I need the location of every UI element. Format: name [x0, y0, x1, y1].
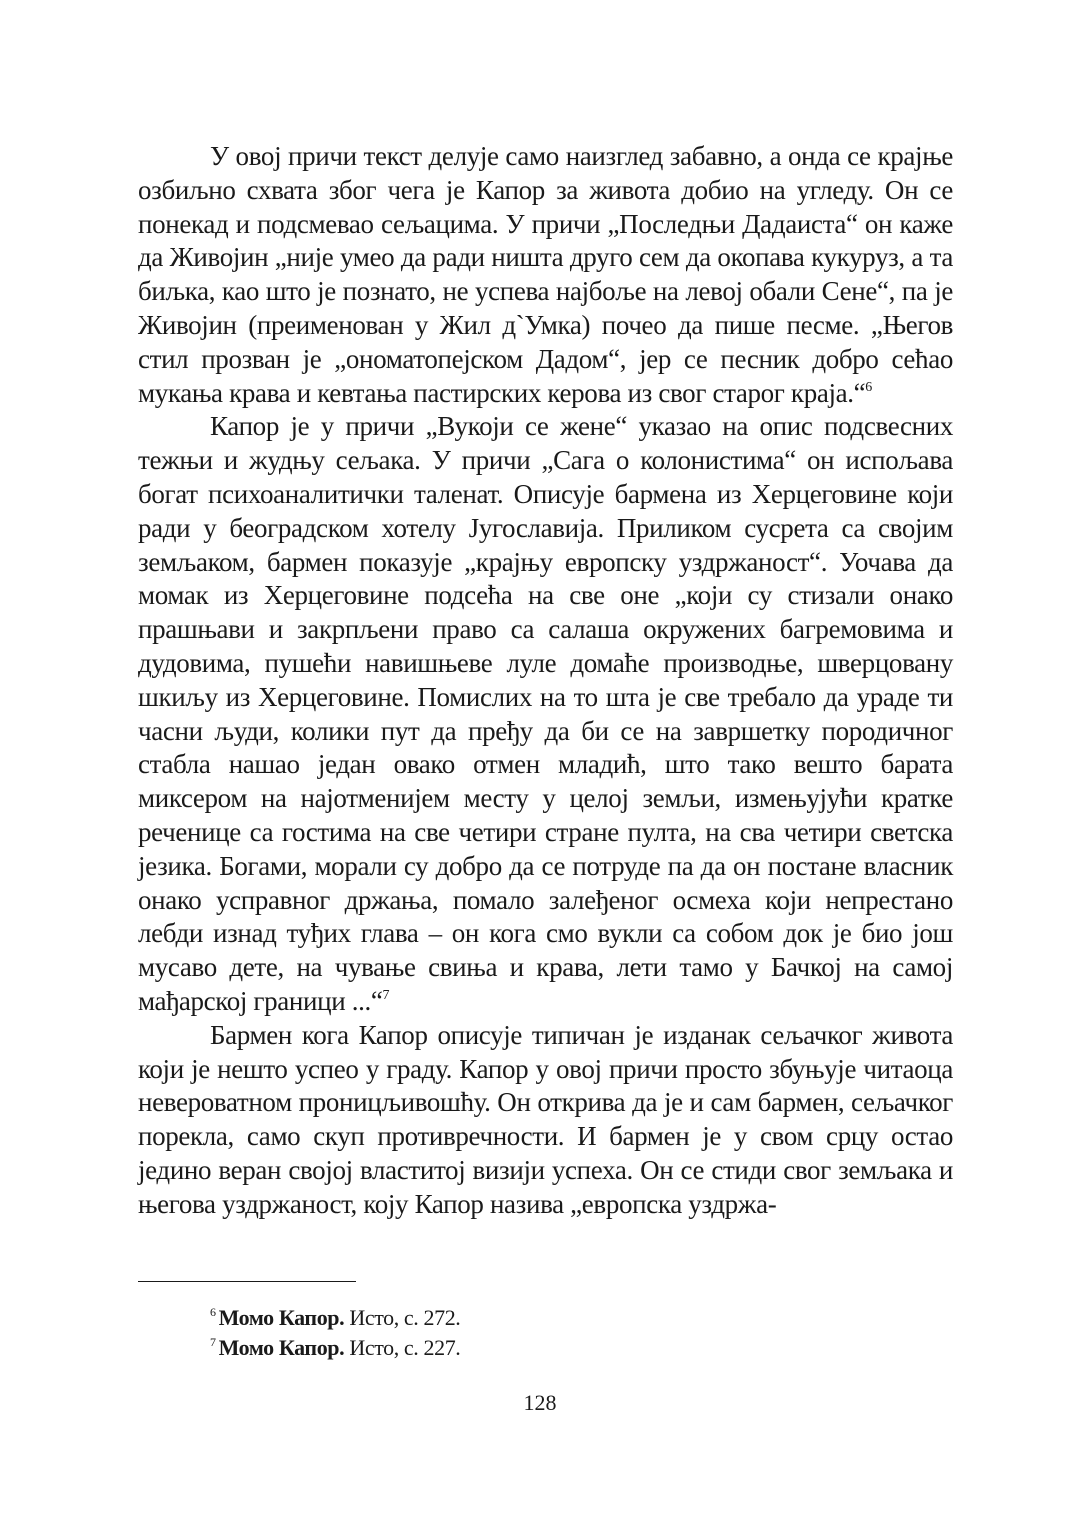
footnote-number: 7: [210, 1335, 216, 1349]
footnote-author: Момо Капор.: [218, 1305, 345, 1330]
paragraph-1: [138, 140, 953, 410]
paragraph-2: [138, 410, 953, 1018]
footnote-source: Исто, с. 272.: [349, 1305, 461, 1330]
paragraph-text: Бармен кога Капор описује типичан је изданак сељачког живота који је нешто успео у граду. Капор у овој причи просто збуњује читаоца невероватном проницљивошћу. Он открива да је и сам бармен, сељачког порекла, само скуп противречности. И бармен је у свом срцу остао једино веран својој властитој визији успеха. Он се стиди свог земљака и његова уздржаност, коју Капор назива „европска уздржа-: [138, 1019, 953, 1219]
footnote-number: 6: [210, 1305, 216, 1319]
footnote-7: [210, 1333, 910, 1363]
page-number: 128: [523, 1390, 557, 1415]
footnote-author: Момо Капор.: [218, 1335, 345, 1360]
footnote-ref-6: 6: [865, 379, 872, 395]
paragraph-text: Капор је у причи „Вукоји се жене“ указао на опис подсвесних тежњи и жудњу сељака. У причи „Сага о колонистима“ он испољава богат психоаналитички таленат. Описује бармена из Херцеговине који ради у београдском хотелу Југославија. Приликом сусрета са својим земљаком, бармен показује „крајњу европску уздржаност“. Уочава да момак из Херцеговине подсећа на све оне „који су стизали онако прашњави и закрпљени право са салаша окружених багремовима и дудовима, пушећи навишњеве луле домаће производње, шверцовану шкиљу из Херцеговине. Помислих на то шта је све требало да ураде ти часни људи, колики пут да пређу да би се на завршетку породичног стабла нашао један овако отмен младић, што тако вешто барата миксером на најотменијем месту у целој земљи, измењујући кратке реченице са гостима на све четири стране пулта, на сва четири светска језика. Богами, морали су добро да се потруде па да он постане власник онако усправног држања, помало залеђеног осмеха који непрестано лебди изнад туђих глава – он кога смо вукли са собом док је био још мусаво дете, на чување свиња и крава, лети тамо у Бачкој на самој мађарској граници ...“: [138, 411, 953, 1016]
body-text: [138, 140, 953, 1222]
footnote-source: Исто, с. 227.: [349, 1335, 461, 1360]
footnote-separator: [138, 1281, 356, 1282]
footnote-6: [210, 1303, 910, 1333]
paragraph-3: [138, 1019, 953, 1222]
footnote-ref-7: 7: [382, 987, 390, 1003]
footnotes: [210, 1303, 910, 1363]
paragraph-text: У овој причи текст делује само наизглед забавно, а онда се крајње озбиљно схвата због чега је Капор за живота добио на угледу. Он се понекад и подсмевао сељацима. У причи „Последњи Дадаиста“ он каже да Живојин „није умео да ради ништа друго сем да окопава кукуруз, а та биљка, као што је познато, не успева најбоље на левој обали Сене“, па је Живојин (преименован у Жил д`Умка) почео да пише песме. „Његов стил прозван је „ономатопејском Дадом“, јер се песник добро сећао мукања крава и кевтања пастирских керова из свог старог краја.“: [138, 141, 953, 408]
